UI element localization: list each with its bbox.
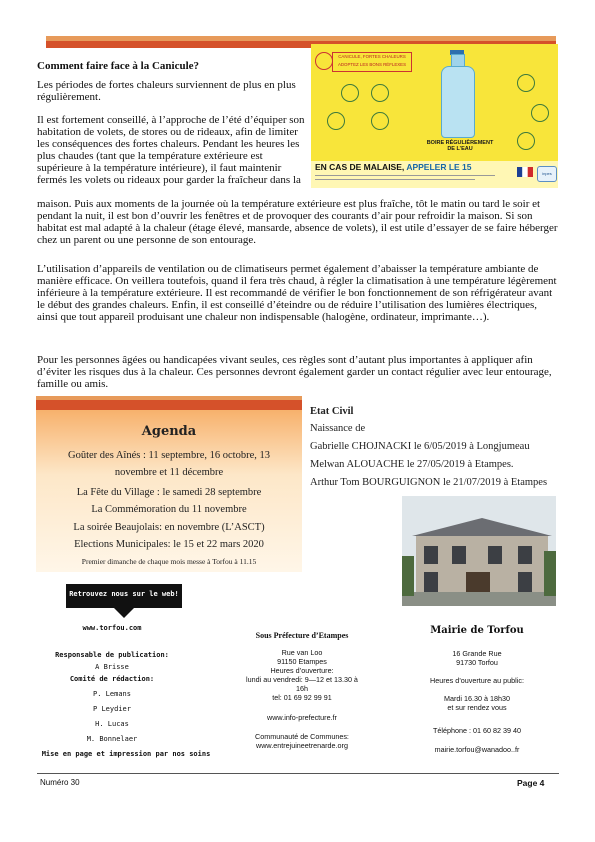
responsable-label: Responsable de publication: bbox=[55, 651, 169, 659]
french-flag-icon bbox=[517, 167, 533, 177]
birth-entry: Melwan ALOUACHE le 27/05/2019 à Etampes. bbox=[310, 459, 514, 470]
agenda-line: Elections Municipales: le 15 et 22 mars 2020 bbox=[74, 539, 264, 550]
band-call: APPELER LE 15 bbox=[406, 162, 472, 172]
article-paragraph-2b: maison. Puis aux moments de la journée où la température extérieure est plus fraîche, tôt le matin ou tard le soir et pendant la nuit, il est bon d’ouvrir les fenêtres et de provoquer des courants d’air pour refroidir la maison. Si son habitat est mal adapté à la chaleur (étage élevé, mansarde, absence de volets), il est utile d’essayer de se faire héberger chez un parent ou une personne de son entourage. bbox=[37, 198, 558, 247]
agenda-top-bar bbox=[36, 396, 302, 410]
shower-icon bbox=[371, 84, 389, 102]
agenda-line: novembre et 11 décembre bbox=[114, 467, 224, 478]
poster-header-line2: ADOPTEZ LES BONS RÉFLEXES bbox=[337, 62, 407, 67]
mairie-photo bbox=[402, 496, 556, 606]
sun-icon bbox=[315, 52, 333, 70]
article-paragraph-2a: Il est fortement conseillé, à l’approche de l’été d’équiper son habitation de volets, de stores ou de rideaux, afin de limiter les conséquences des fortes chaleurs. Pendant les heures les plus chaudes (tant que la température extérieure est supérieure à la température intérieure), il faut maintenir fermés les volets ou rideaux pour garder la fraîcheur dans la bbox=[37, 114, 305, 187]
communaute-label: Communauté de Communes: bbox=[255, 732, 349, 741]
article-title: Comment faire face à la Canicule? bbox=[37, 60, 200, 72]
sous-prefecture-title: Sous Préfecture d’Etampes bbox=[255, 631, 349, 640]
etat-civil-subtitle: Naissance de bbox=[310, 423, 366, 434]
footer-divider bbox=[37, 773, 559, 774]
heatwave-poster bbox=[311, 44, 558, 188]
mairie-phone: Téléphone : 01 60 82 39 40 bbox=[433, 726, 521, 735]
sp-address-line: Rue van Loo bbox=[281, 648, 323, 657]
page-number: Page 4 bbox=[517, 778, 545, 788]
mairie-address-line: 16 Grande Rue bbox=[452, 649, 502, 658]
inpes-logo: inpes bbox=[537, 166, 557, 182]
phone-icon bbox=[371, 112, 389, 130]
mairie-title: Mairie de Torfou bbox=[430, 625, 524, 636]
issue-number: Numéro 30 bbox=[40, 778, 80, 787]
mairie-hours: Mardi 16.30 à 18h30 bbox=[444, 694, 510, 703]
article-paragraph-3: L’utilisation d’appareils de ventilation ou de climatiseurs permet également d’abaisser la température ambiante de manière efficace. On veillera toutefois, quand il fera très chaud, à régler la climatisation à une température légèrement inférieure à la température extérieure. Il est recommandé de vérifier le bon fonctionnement de son réfrigérateur avant le début des grandes chaleurs. Enfin, il est conseillé d’éteindre ou de réduire l’utilisation des lumières électriques, ainsi que tout appareil produisant une chaleur non indispensable (halogène, ordinateur, imprimante…). bbox=[37, 263, 557, 324]
poster-band bbox=[311, 161, 558, 188]
agenda-title: Agenda bbox=[141, 424, 197, 439]
comite-member: H. Lucas bbox=[95, 720, 129, 728]
article-paragraph-1: Les périodes de fortes chaleurs surviennent de plus en plus régulièrement. bbox=[37, 79, 296, 104]
band-fineprint bbox=[315, 173, 515, 180]
poster-message-line2: DE L’EAU bbox=[447, 146, 473, 152]
no-alcohol-icon bbox=[531, 104, 549, 122]
mairie-address-line: 91730 Torfou bbox=[456, 658, 498, 667]
comite-member: P. Lemans bbox=[93, 690, 131, 698]
comite-member: P Leydier bbox=[93, 705, 131, 713]
sp-website-link[interactable]: www.info-prefecture.fr bbox=[267, 713, 337, 722]
mairie-email-link[interactable]: mairie.torfou@wanadoo..fr bbox=[434, 745, 520, 754]
sp-phone: tel: 01 69 92 99 91 bbox=[272, 693, 332, 702]
comite-label: Comité de rédaction: bbox=[69, 675, 155, 683]
band-prefix: EN CAS DE MALAISE, bbox=[315, 162, 405, 172]
mise-en-page-note: Mise en page et impression par nos soins bbox=[41, 750, 211, 758]
agenda-line: Premier dimanche de chaque mois messe à Torfou à 11.15 bbox=[81, 557, 257, 566]
website-link[interactable]: www.torfou.com bbox=[82, 624, 142, 632]
house-icon bbox=[327, 112, 345, 130]
mairie-hours: et sur rendez vous bbox=[447, 703, 507, 712]
person-icon bbox=[517, 74, 535, 92]
mairie-hours-label: Heures d’ouverture au public: bbox=[430, 676, 524, 685]
article-paragraph-4: Pour les personnes âgées ou handicapées vivant seules, ces règles sont d’autant plus importantes à appliquer afin d’éviter les risques dus à la chaleur. Ces personnes devront également garder un contact régulier avec leur entourage, famille ou amis. bbox=[37, 354, 552, 391]
birth-entry: Arthur Tom BOURGUIGNON le 21/07/2019 à Etampes bbox=[310, 477, 548, 488]
agenda-line: La Fête du Village : le samedi 28 septembre bbox=[76, 487, 262, 498]
communaute-website-link[interactable]: www.entrejuineetrenarde.org bbox=[256, 741, 348, 750]
birth-entry: Gabrielle CHOJNACKI le 6/05/2019 à Longjumeau bbox=[310, 441, 530, 452]
agenda-line: Goûter des Aînés : 11 septembre, 16 octobre, 13 bbox=[68, 450, 270, 461]
sp-address-line: 91150 Etampes bbox=[277, 657, 327, 666]
poster-header-line1: CANICULE, FORTES CHALEURS bbox=[338, 54, 406, 59]
sp-hours: 16h bbox=[296, 684, 308, 693]
responsable-name: A Brisse bbox=[95, 663, 129, 671]
sp-hours-label: Heures d’ouverture: bbox=[270, 666, 334, 675]
poster-message-line1: BOIRE RÉGULIÈREMENT bbox=[426, 140, 494, 146]
agenda-box bbox=[36, 410, 302, 572]
poster-header bbox=[332, 52, 412, 72]
etat-civil-title: Etat Civil bbox=[310, 406, 354, 417]
sp-hours: lundi au vendredi: 9—12 et 13.30 à bbox=[246, 675, 358, 684]
agenda-line: La Commémoration du 11 novembre bbox=[91, 504, 247, 515]
comite-member: M. Bonnelaer bbox=[86, 735, 138, 743]
web-banner: Retrouvez nous sur le web! bbox=[66, 584, 182, 608]
poster-message bbox=[408, 140, 512, 152]
fan-icon bbox=[341, 84, 359, 102]
food-icon bbox=[517, 132, 535, 150]
water-bottle-icon bbox=[441, 66, 475, 138]
agenda-line: La soirée Beaujolais: en novembre (L’ASCT) bbox=[73, 522, 265, 533]
arrow-down-icon bbox=[114, 608, 134, 618]
